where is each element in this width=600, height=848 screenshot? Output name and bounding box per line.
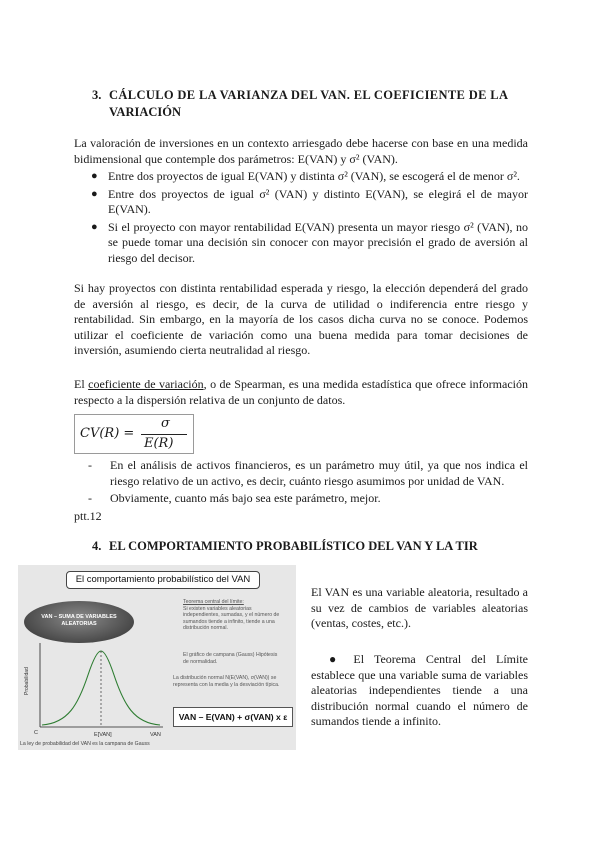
section-4-title: EL COMPORTAMIENTO PROBABILÍSTICO DEL VAN Y LA TIR [109,539,478,553]
cv-formula [74,414,194,454]
intro-paragraph: La valoración de inversiones en un contexto arriesgado debe hacerse con base en una medida bidimensional que contemple dos parámetros: E(VAN) y σ² (VAN). [74,136,528,166]
bullet-list [88,169,528,268]
bullet-icon: ● [91,170,98,182]
coefficient-paragraph: El coeficiente de variación, o de Spearman, es una medida estadística que ofrece información respecto a la dispersión relativa de un conjunto de datos. [74,377,528,407]
y-axis-label: Probabilidad [24,667,30,695]
slide-image [18,565,296,750]
page-reference: ptt.12 [74,509,102,523]
section-3-title-line1: CÁLCULO DE LA VARIANZA DEL VAN. EL COEFICIENTE DE LA [109,88,509,102]
clt-paragraph: ● El Teorema Central del Límite establece que una variable suma de variables aleatorias independientes tiende a una distribución normal cuando el número de sumandos tiende a infinito. [311,652,528,728]
van-equation: VAN – E(VAN) + σ(VAN) x ε [173,707,293,727]
section-3-title-line2: VARIACIÓN [109,105,182,119]
dash-list [88,458,528,509]
formula-numerator: σ [161,416,170,431]
fraction-bar [141,434,187,435]
formula-denominator: E(R) [144,436,174,451]
slide-note-2: El gráfico de campana (Gauss) Hipótesis de normalidad. [183,652,278,665]
x-label-end: VAN [150,732,161,738]
section-3-number: 3. [92,88,102,102]
x-label-c: C [34,730,38,736]
section-4-number: 4. [92,539,102,553]
list-item: ● Entre dos proyectos de igual σ² (VAN) y distinto E(VAN), se elegirá el de mayor E(VAN). [91,186,528,216]
bullet-icon: ● [91,187,98,200]
bell-curve-chart [18,635,168,745]
van-random-paragraph: El VAN es una variable aleatoria, resultado a su vez de cambios de variables aleatorias (ventas, costes, etc.). [311,585,528,630]
x-label-mean: E[VAN] [94,732,112,738]
list-item: - En el análisis de activos financieros, es un parámetro muy útil, ya que nos indica el riesgo relativo de un activo, es decir, cuánto riesgo asumimos por unidad de VAN. [88,458,528,488]
slide-title: El comportamiento probabilístico del VAN [66,571,260,589]
section-4-heading [92,538,532,555]
list-item: ● Entre dos proyectos de igual E(VAN) y distinta σ² (VAN), se escogerá el de menor σ². [91,169,520,183]
list-item: - Obviamente, cuanto más bajo sea este parámetro, mejor. [88,491,381,505]
slide-note-1: Teorema central del límite: Si existen variables aleatorias independientes, sumadas, y el número de sumandos tiende a infinito, tiende a una distribución normal. [183,599,280,632]
slide-note-3: La distribución normal N(E(VAN), σ(VAN)) se representa con la media y la desviación típica. [173,675,280,688]
formula-lhs: CV(R) = [80,426,135,441]
list-item: ● Si el proyecto con mayor rentabilidad E(VAN) presenta un mayor riesgo σ² (VAN), no se puede tomar una decisión sin conocer con mayor precisión el grado de aversión al riesgo del decisor. [91,219,528,265]
coefficient-term: coeficiente de variación [88,377,204,391]
bullet-icon: ● [91,220,98,233]
section-3-heading [92,87,532,121]
slide-oval: VAN – SUMA DE VARIABLES ALEATORIAS [24,601,134,643]
slide-caption: La ley de probabilidad del VAN es la campana de Gauss [20,741,150,747]
risk-aversion-paragraph: Si hay proyectos con distinta rentabilidad esperada y riesgo, la elección dependerá del grado de aversión al riesgo, es decir, de la curva de utilidad o indiferencia entre riesgo y rentabilidad. Sin embargo, en la mayoría de los casos dicha curva no se conoce. Podemos utilizar el coeficiente de variación como una buena medida para tomar decisiones de inversión, asumiendo cierta neutralidad al riesgo. [74,281,528,357]
